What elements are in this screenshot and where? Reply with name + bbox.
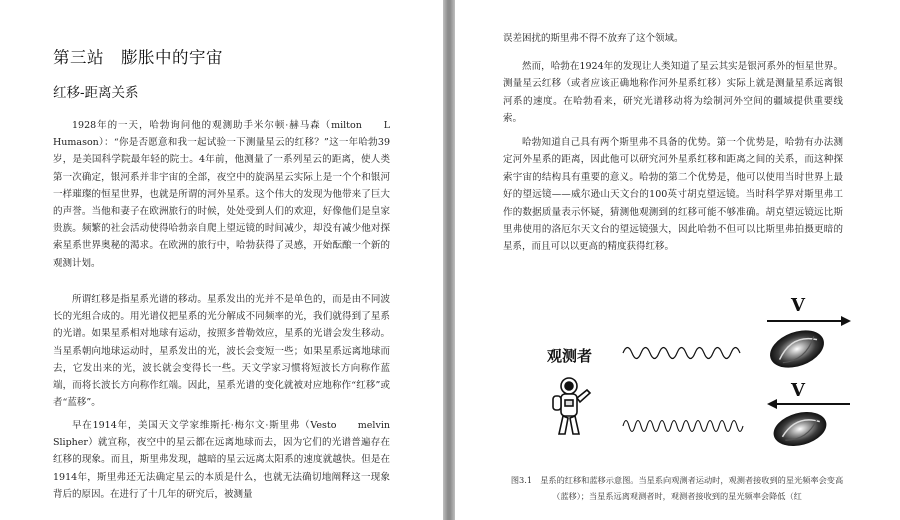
left-page: [0, 0, 443, 520]
velocity-label-bottom: V: [791, 380, 805, 401]
redshift-wave: [623, 348, 740, 359]
arrowhead-left-icon: [767, 399, 777, 409]
figure-caption: 图3.1 星系的红移和蓝移示意图。当星系向观测者运动时，观测者接收到的星光频率会变高（蓝移）；当星系远离观测者时，观测者接收到的星光频率会降低（红: [510, 475, 844, 501]
paragraph-2: 所谓红移是指星系光谱的移动。星系发出的光并不是单色的，而是由不同波长的光组合成的。用光谱仪把星系的光分解成不同频率的光，我们就得到了星系的光谱。如果星系相对地球有运动，按照多普勒效应，星系的光谱会发生移动。当星系朝向地球运动时，星系发出的光，波长会变短一些；如果星系远离地球而去，它发出来的光，波长就会变得长一些。天文学家习惯将短波长方向称作蓝端，而将长波长方向称作红端。因此，星系光谱的变化就被对应地称作“红移”或者“蓝移”。: [53, 294, 390, 409]
velocity-label-top: V: [791, 295, 805, 316]
redshift-blueshift-figure: [455, 283, 900, 468]
book-gutter: [443, 0, 455, 520]
paragraph-1: 1928年的一天，哈勃询问他的观测助手米尔顿·赫马森（milton L Humason）：“你是否愿意和我一起试验一下测量星云的红移？”这一年哈勃39岁，是美国科学院最年轻的院士。4年前，他测量了一系列星云的距离，使人类第一次确定，银河系并非宇宙的全部，夜空中的旋涡星云实际上是一个个和银河一样璀璨的恒星世界，也就是所谓的河外星系。这个伟大的发现为他带来了巨大的声誉。当他和妻子在欧洲旅行的时候，处处受到人们的欢迎，好像他们是皇家贵族。频繁的社会活动使得哈勃亲自爬上望远镜的时间减少，却没有减少他对探索星系世界奥秘的渴求。在欧洲的旅行中，哈勃获得了灵感，开始酝酿一个新的观测计划。: [53, 120, 390, 269]
observer-label: 观测者: [547, 347, 593, 365]
paragraph-5: 哈勃知道自己具有两个斯里弗不具备的优势。第一个优势是，哈勃有办法测定河外星系的距离，因此他可以研究河外星系红移和距离之间的关系，而这种探索宇宙的结构具有重要的意义。哈勃的第二个优势是，他可以使用当时世界上最好的望远镜——威尔逊山天文台的100英寸胡克望远镜。当时科学界对斯里弗工作的数据质量表示怀疑，猜测他观测到的红移可能不够准确。胡克望远镜远比斯里弗使用的洛厄尔天文台的望远镜强大，因此哈勃不但可以比斯里弗拍摄更暗的星系，而且可以以更高的精度获得红移。: [503, 137, 843, 253]
paragraph-continued: 误差困扰的斯里弗不得不放弃了这个领域。: [503, 33, 684, 44]
astronaut-icon: [553, 378, 590, 434]
blueshift-wave: [623, 421, 743, 432]
arrowhead-right-icon: [841, 316, 851, 326]
galaxy-approaching-icon: [770, 407, 830, 452]
galaxy-receding-icon: [765, 323, 829, 374]
paragraph-3: 早在1914年，美国天文学家维斯托·梅尔文·斯里弗（Vesto melvin Slipher）就宣称，夜空中的星云都在远离地球而去，因为它们的光谱普遍存在红移的现象。而且，斯里弗发现，越暗的星云远离太阳系的速度就越快。但是在1914年，斯里弗还无法确定星云的本质是什么，也就无法确切地阐释这一现象背后的原因。在进行了十几年的研究后，被测量: [53, 420, 390, 500]
section-title: 红移-距离关系: [53, 85, 139, 101]
right-page: [455, 0, 900, 520]
chapter-title: 第三站 膨胀中的宇宙: [53, 48, 223, 67]
paragraph-4: 然而，哈勃在1924年的发现让人类知道了星云其实是银河系外的恒星世界。测量星云红移（或者应该正确地称作河外星系红移）实际上就是测量星系远离银河系的速度。在哈勃看来，研究光谱移动将为绘制河外空间的疆域提供重要线索。: [503, 61, 843, 125]
